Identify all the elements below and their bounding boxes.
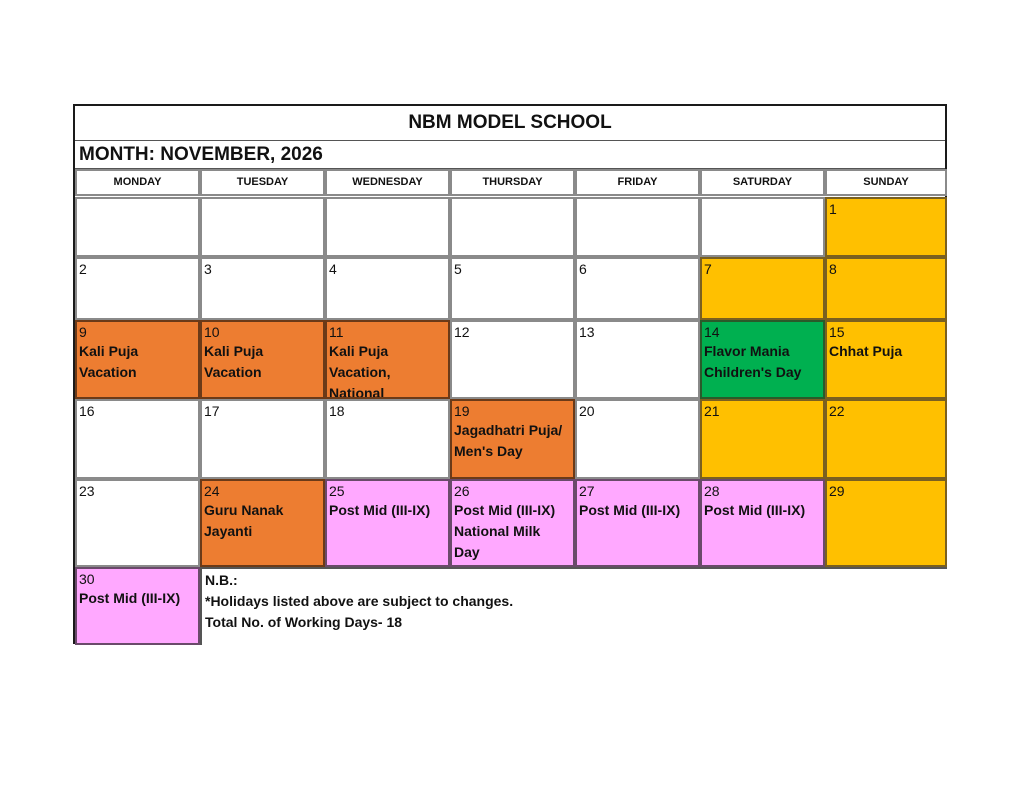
day-number: 25 [329,483,345,499]
empty-day-cell [75,197,200,257]
day-number: 27 [579,483,595,499]
day-number: 7 [704,261,712,277]
day-number: 26 [454,483,470,499]
day-number: 29 [829,483,845,499]
day-number: 6 [579,261,587,277]
notes-disclaimer: *Holidays listed above are subject to changes. [205,593,514,609]
day-cell-28 [700,479,825,567]
day-cell-19 [450,399,575,479]
event-label: Vacation [204,364,262,380]
day-cell-23 [75,479,200,567]
day-cell-26 [450,479,575,567]
day-header-wednesday: WEDNESDAY [325,169,450,196]
day-cell-10 [200,320,325,399]
day-number: 19 [454,403,470,419]
day-number: 24 [204,483,220,499]
day-cell-27 [575,479,700,567]
day-number: 23 [79,483,95,499]
day-number: 17 [204,403,220,419]
day-cell-12 [450,320,575,399]
event-label: Vacation [79,364,137,380]
day-cell-7 [700,257,825,320]
event-label: Men's Day [454,443,523,459]
day-number: 10 [204,324,220,340]
event-label: Vacation, [329,364,391,380]
day-cell-6 [575,257,700,320]
event-label: Chhat Puja [829,343,903,359]
day-number: 12 [454,324,470,340]
event-label: Post Mid (III-IX) [329,502,431,518]
event-label: National [329,385,385,399]
empty-day-cell [575,197,700,257]
day-number: 4 [329,261,337,277]
event-label: Children's Day [704,364,802,380]
day-cell-11 [325,320,450,399]
day-cell-4 [325,257,450,320]
day-cell-15 [825,320,947,399]
empty-day-cell [325,197,450,257]
day-cell-18 [325,399,450,479]
event-label: National Milk [454,523,541,539]
day-cell-16 [75,399,200,479]
day-cell-20 [575,399,700,479]
empty-day-cell [200,197,325,257]
event-label: Post Mid (III-IX) [579,502,681,518]
event-label: Guru Nanak [204,502,284,518]
empty-day-cell [700,197,825,257]
day-header-monday: MONDAY [75,169,200,196]
day-number: 15 [829,324,845,340]
event-label: Jagadhatri Puja/ [454,422,563,438]
day-number: 22 [829,403,845,419]
day-cell-22 [825,399,947,479]
day-cell-13 [575,320,700,399]
school-title: NBM MODEL SCHOOL [75,106,945,141]
day-cell-8 [825,257,947,320]
day-number: 28 [704,483,720,499]
calendar-frame [73,104,947,644]
event-label: Post Mid (III-IX) [454,502,556,518]
day-number: 9 [79,324,87,340]
notes-box [200,567,947,645]
day-number: 16 [79,403,95,419]
day-cell-30 [75,567,200,645]
day-cell-1 [825,197,947,257]
empty-day-cell [450,197,575,257]
day-cell-17 [200,399,325,479]
notes-heading: N.B.: [205,572,238,588]
event-label: Kali Puja [79,343,139,359]
day-cell-29 [825,479,947,567]
day-header-thursday: THURSDAY [450,169,575,196]
month-label: MONTH: NOVEMBER, 2026 [75,140,945,169]
day-cell-2 [75,257,200,320]
day-cell-25 [325,479,450,567]
event-label: Post Mid (III-IX) [79,590,181,606]
day-number: 20 [579,403,595,419]
day-number: 3 [204,261,212,277]
day-cell-9 [75,320,200,399]
event-label: Day [454,544,480,560]
event-label: Flavor Mania [704,343,790,359]
day-header-friday: FRIDAY [575,169,700,196]
day-number: 21 [704,403,720,419]
event-label: Kali Puja [329,343,389,359]
day-header-tuesday: TUESDAY [200,169,325,196]
day-number: 5 [454,261,462,277]
day-number: 2 [79,261,87,277]
day-cell-3 [200,257,325,320]
working-days-count: Total No. of Working Days- 18 [205,614,403,630]
day-cell-14 [700,320,825,399]
day-cell-24 [200,479,325,567]
day-number: 14 [704,324,720,340]
day-number: 1 [829,201,837,217]
day-header-saturday: SATURDAY [700,169,825,196]
event-label: Kali Puja [204,343,264,359]
event-label: Post Mid (III-IX) [704,502,806,518]
day-number: 11 [329,324,344,340]
day-number: 18 [329,403,345,419]
day-number: 8 [829,261,837,277]
day-number: 30 [79,571,95,587]
day-number: 13 [579,324,595,340]
day-cell-21 [700,399,825,479]
event-label: Jayanti [204,523,253,539]
day-cell-5 [450,257,575,320]
day-header-sunday: SUNDAY [825,169,947,196]
